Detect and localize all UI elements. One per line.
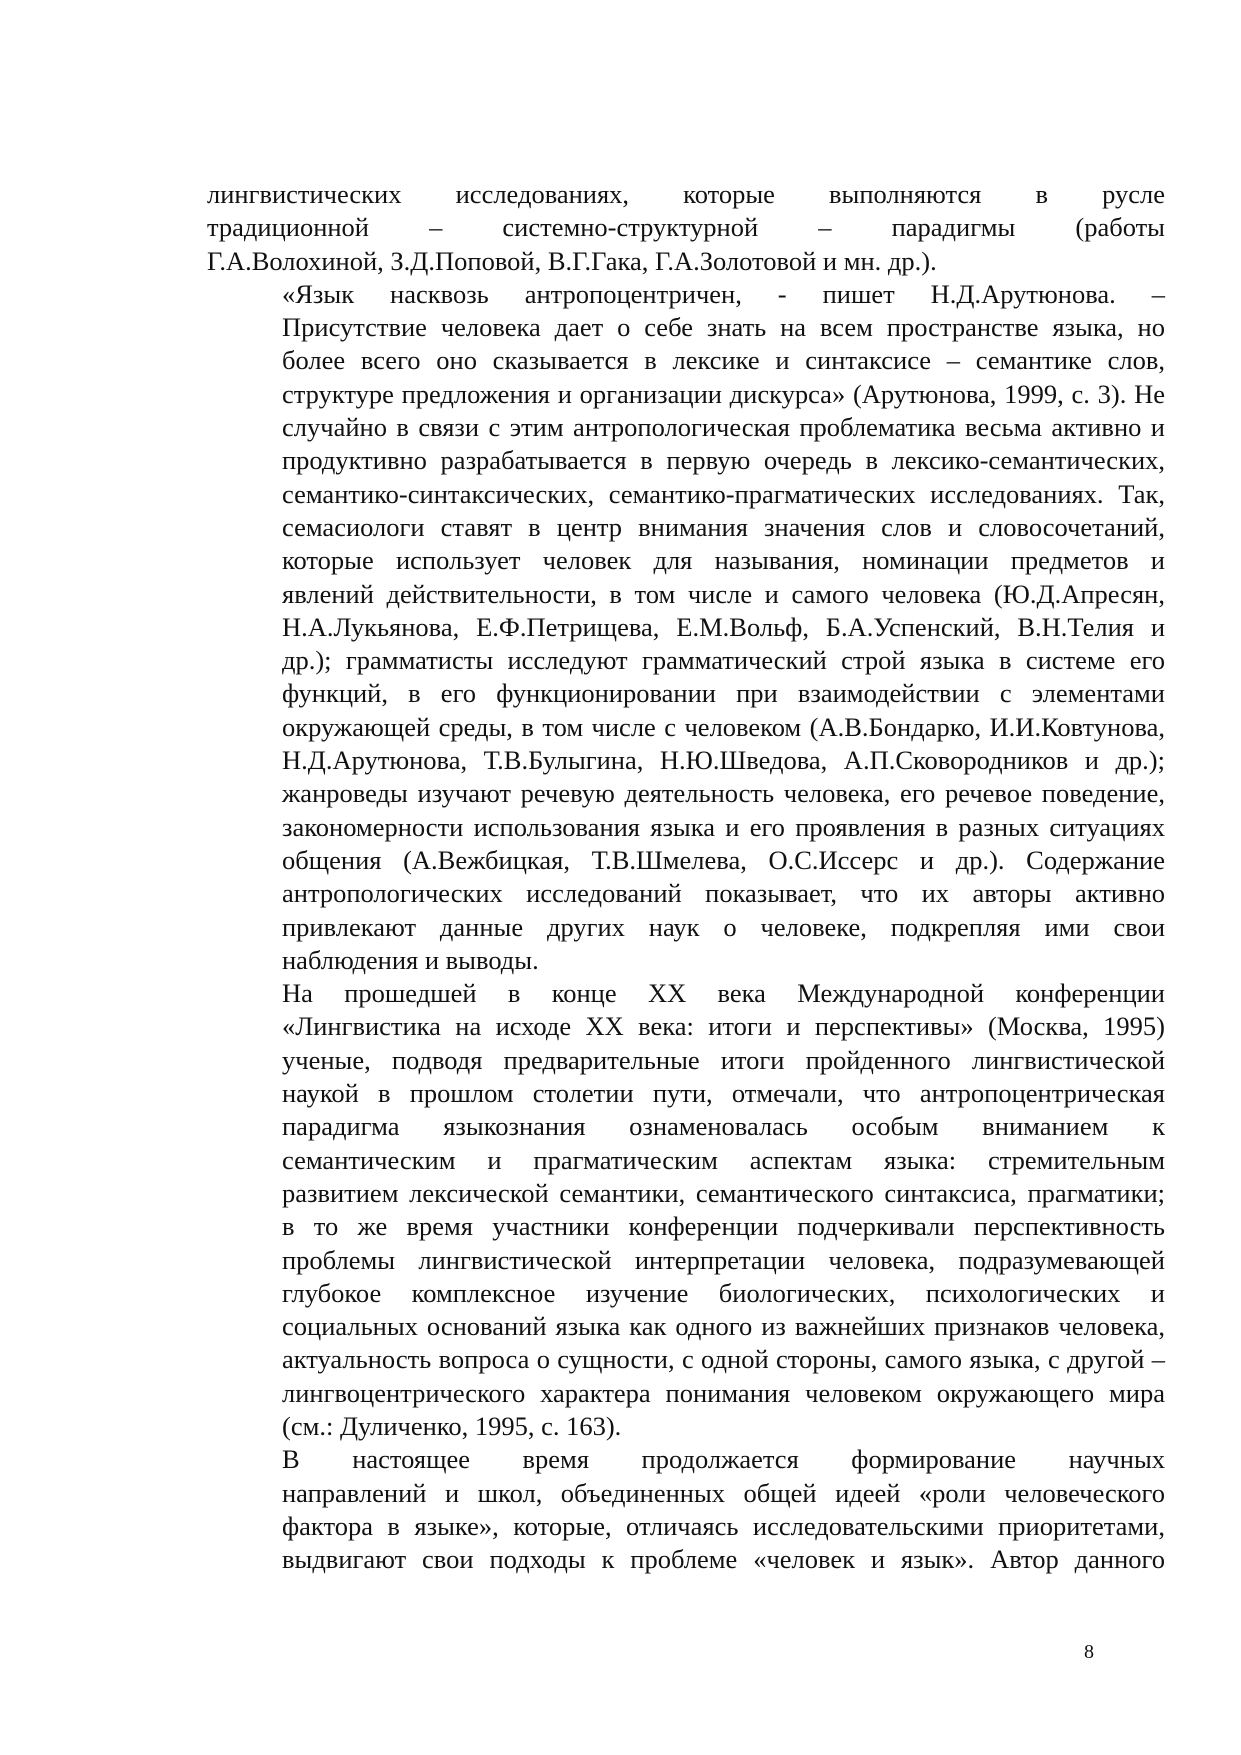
- text-line: жанроведы изучают речевую деятельность человека, его речевое поведение,: [282, 778, 1165, 809]
- text-line: общения (А.Вежбицкая, Т.В.Шмелева, О.С.Иссерс и др.). Содержание: [282, 844, 1165, 875]
- text-line: явлений действительности, в том числе и самого человека (Ю.Д.Апресян,: [282, 578, 1165, 609]
- text-line: Г.А.Волохиной, З.Д.Поповой, В.Г.Гака, Г.А.Золотовой и мн. др.).: [207, 245, 937, 276]
- text-line: Н.Д.Арутюнова, Т.В.Булыгина, Н.Ю.Шведова, А.П.Сковородников и др.);: [282, 745, 1165, 776]
- text-line: социальных оснований языка как одного из важнейших признаков человека,: [282, 1311, 1165, 1342]
- text-line: которые использует человек для называния, номинации предметов и: [282, 545, 1165, 576]
- text-line: глубокое комплексное изучение биологических, психологических и: [282, 1277, 1165, 1308]
- page-number: 8: [1084, 1641, 1094, 1663]
- text-line: актуальность вопроса о сущности, с одной стороны, самого языка, с другой –: [282, 1344, 1165, 1375]
- text-line: ученые, подводя предварительные итоги пройденного лингвистической: [282, 1044, 1165, 1075]
- text-line: традиционной – системно-структурной – парадигмы (работы: [207, 212, 1165, 243]
- text-line: На прошедшей в конце XX века Международной конференции: [282, 978, 1165, 1009]
- text-line: структуре предложения и организации дискурса» (Арутюнова, 1999, с. 3). Не: [282, 378, 1165, 409]
- text-line: наблюдения и выводы.: [282, 944, 539, 975]
- text-line: др.); грамматисты исследуют грамматический строй языка в системе его: [282, 645, 1165, 676]
- text-line: лингвистических исследованиях, которые выполняются в русле: [207, 179, 1165, 209]
- text-line: продуктивно разрабатывается в первую очередь в лексико-семантических,: [282, 445, 1165, 476]
- text-line: окружающей среды, в том числе с человеком (А.В.Бондарко, И.И.Ковтунова,: [282, 711, 1165, 742]
- text-line: семантическим и прагматическим аспектам языка: стремительным: [282, 1144, 1165, 1175]
- text-line: в то же время участники конференции подчеркивали перспективность: [282, 1211, 1165, 1242]
- text-line: закономерности использования языка и его проявления в разных ситуациях: [282, 811, 1165, 842]
- text-line: более всего оно сказывается в лексике и синтаксисе – семантике слов,: [282, 345, 1165, 376]
- text-line: Присутствие человека дает о себе знать на всем пространстве языка, но: [282, 312, 1165, 343]
- text-line: проблемы лингвистической интерпретации человека, подразумевающей: [282, 1244, 1165, 1275]
- text-line: «Лингвистика на исходе XX века: итоги и перспективы» (Москва, 1995): [282, 1011, 1165, 1042]
- text-line: выдвигают свои подходы к проблеме «человек и язык». Автор данного: [282, 1544, 1165, 1575]
- text-line: наукой в прошлом столетии пути, отмечали, что антропоцентрическая: [282, 1078, 1165, 1109]
- text-line: парадигма языкознания ознаменовалась особым вниманием к: [282, 1111, 1165, 1142]
- text-line: семасиологи ставят в центр внимания значения слов и словосочетаний,: [282, 511, 1165, 542]
- text-line: семантико-синтаксических, семантико-прагматических исследованиях. Так,: [282, 478, 1165, 509]
- text-line: В настоящее время продолжается формирование научных: [282, 1444, 1165, 1475]
- text-line: антропологических исследований показывает, что их авторы активно: [282, 878, 1165, 909]
- text-line: направлений и школ, объединенных общей идеей «роли человеческого: [282, 1477, 1165, 1508]
- text-line: (см.: Дуличенко, 1995, с. 163).: [282, 1410, 622, 1441]
- text-line: фактора в языке», которые, отличаясь исследовательскими приоритетами,: [282, 1510, 1165, 1541]
- paragraph: [207, 278, 1165, 977]
- text-line: лингвоцентрического характера понимания человеком окружающего мира: [282, 1377, 1165, 1408]
- body-text: [207, 178, 1165, 1576]
- text-line: случайно в связи с этим антропологическая проблематика весьма активно и: [282, 412, 1165, 443]
- text-line: Н.А.Лукьянова, Е.Ф.Петрищева, Е.М.Вольф, Б.А.Успенский, В.Н.Телия и: [282, 611, 1165, 642]
- paragraph: [207, 178, 1165, 278]
- text-line: «Язык насквозь антропоцентричен, - пишет Н.Д.Арутюнова. –: [282, 278, 1165, 309]
- text-line: развитием лексической семантики, семантического синтаксиса, прагматики;: [282, 1177, 1165, 1208]
- text-line: функций, в его функционировании при взаимодействии с элементами: [282, 678, 1165, 709]
- paragraph: [207, 1443, 1165, 1576]
- paragraph: [207, 977, 1165, 1443]
- text-line: привлекают данные других наук о человеке, подкрепляя ими свои: [282, 911, 1165, 942]
